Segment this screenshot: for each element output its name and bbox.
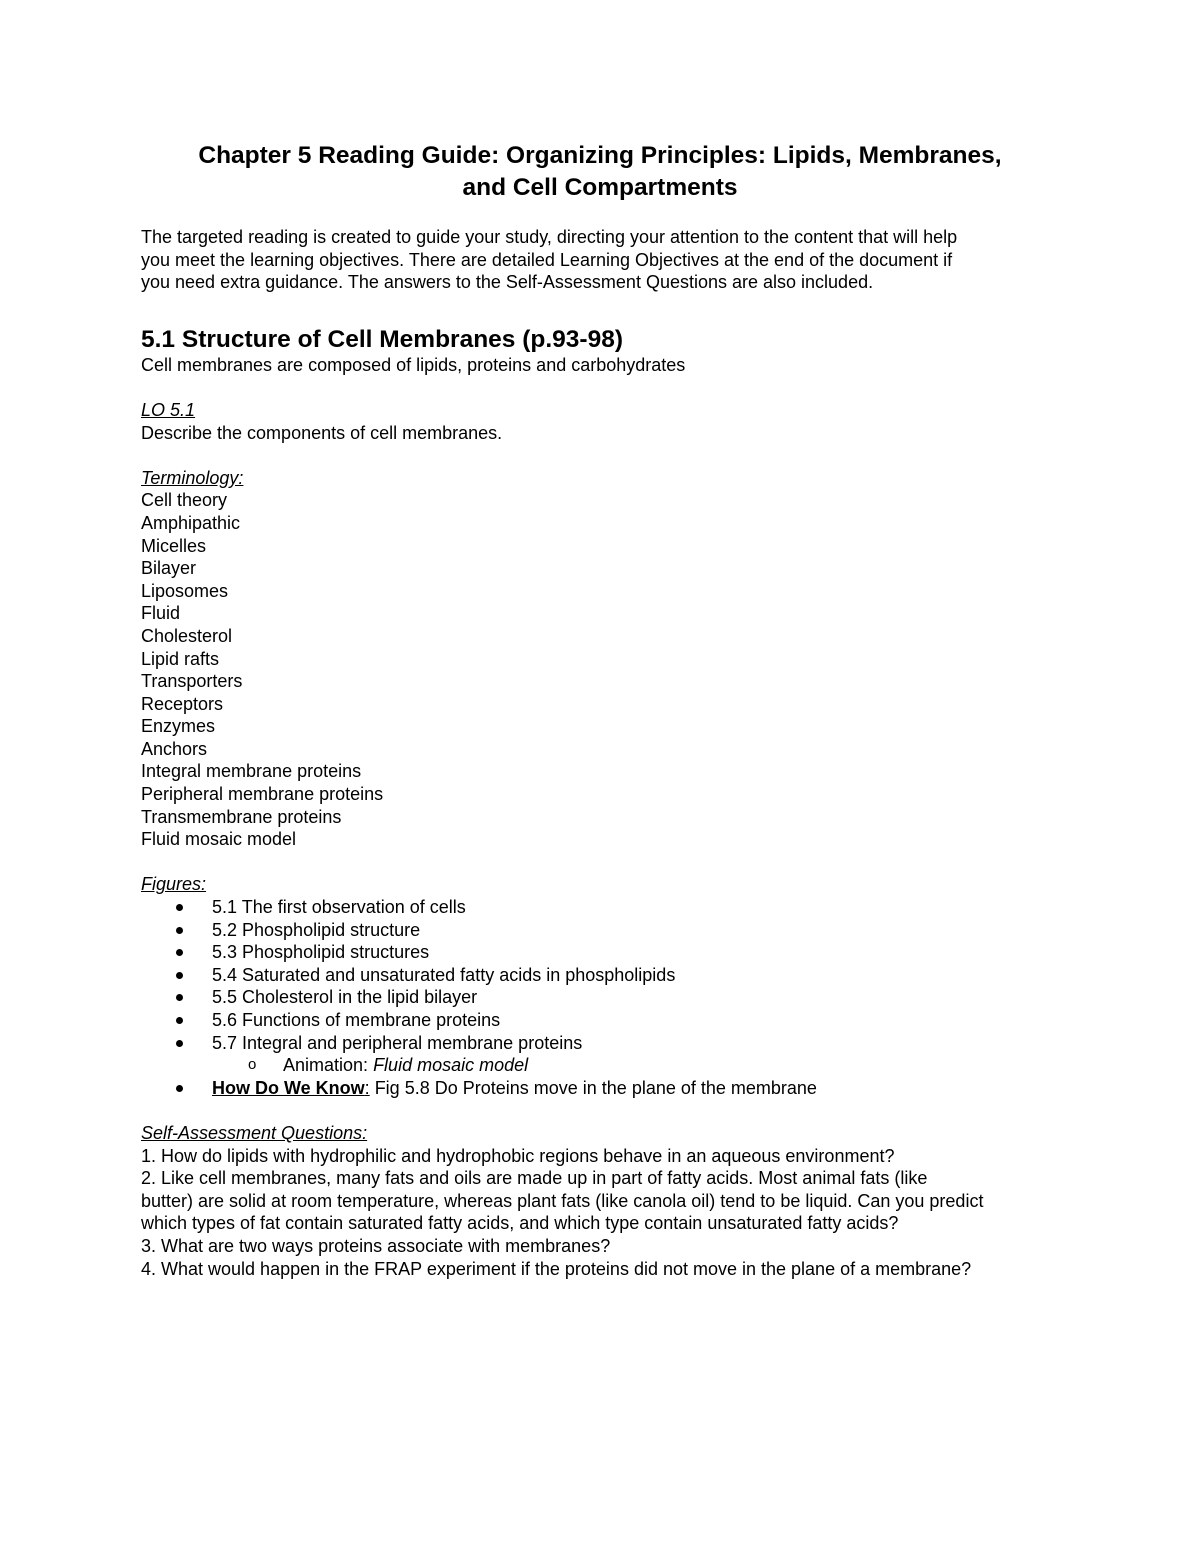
list-item [141,1077,1071,1100]
list-item [141,1032,1071,1077]
intro-line-3: you need extra guidance. The answers to the Self-Assessment Questions are also included. [141,272,874,293]
how-do-we-know-colon: : [364,1077,370,1098]
lo-label: LO 5.1 [141,399,196,420]
list-item [141,1009,1071,1032]
animation-title: Fluid mosaic model [373,1055,529,1076]
animation-prefix: Animation [283,1055,364,1076]
terminology-list [141,489,1071,851]
page-title [141,140,1059,204]
list-item: Cholesterol [141,625,233,646]
list-item [141,986,1071,1009]
question-line: 3. What are two ways proteins associate with membranes? [141,1235,611,1256]
list-item [141,964,1071,987]
bullet-icon [176,904,183,911]
bullet-icon [176,1040,183,1047]
figure-text: 5.5 Cholesterol in the lipid bilayer [212,987,478,1008]
animation-colon: : [363,1055,374,1076]
list-item [141,941,1071,964]
question-line: butter) are solid at room temperature, whereas plant fats (like canola oil) tend to be liquid. Can you predict [141,1190,984,1211]
question-line: 4. What would happen in the FRAP experiment if the proteins did not move in the plane of a membrane? [141,1258,972,1279]
sub-list-item [212,1054,1071,1077]
bullet-icon [176,1085,183,1092]
list-item: Amphipathic [141,512,241,533]
list-item: Transporters [141,671,243,692]
figure-text: 5.4 Saturated and unsaturated fatty acids in phospholipids [212,964,676,985]
question-line: 1. How do lipids with hydrophilic and hydrophobic regions behave in an aqueous environment? [141,1145,895,1166]
intro-paragraph [141,226,1071,294]
list-item: Fluid mosaic model [141,829,297,850]
list-item: Lipid rafts [141,648,220,669]
title-line-2: and Cell Compartments [462,174,738,201]
list-item: Liposomes [141,580,229,601]
list-item: Cell theory [141,490,228,511]
self-assessment-questions [141,1145,1071,1281]
list-item: Anchors [141,738,208,759]
list-item: Fluid [141,603,181,624]
circle-bullet-icon: o [248,1056,257,1074]
list-item: Transmembrane proteins [141,806,342,827]
intro-line-1: The targeted reading is created to guide your study, directing your attention to the content that will help [141,227,958,247]
list-item [141,919,1071,942]
bullet-icon [176,1017,183,1024]
how-do-we-know-text: Fig 5.8 Do Proteins move in the plane of the membrane [369,1077,817,1098]
how-do-we-know-label: How Do We Know [212,1077,365,1098]
figure-text: 5.7 Integral and peripheral membrane proteins [212,1032,583,1053]
bullet-icon [176,927,183,934]
bullet-icon [176,994,183,1001]
figure-text: 5.6 Functions of membrane proteins [212,1010,501,1030]
intro-line-2: you meet the learning objectives. There are detailed Learning Objectives at the end of the document if [141,249,953,270]
self-assessment-label: Self-Assessment Questions: [141,1122,368,1143]
bullet-icon [176,949,183,956]
lo-text: Describe the components of cell membranes. [141,422,503,443]
list-item: Micelles [141,535,207,556]
list-item [141,896,1071,919]
figure-text: 5.1 The first observation of cells [212,897,466,918]
figures-list [141,896,1071,1099]
sub-list [212,1054,1071,1077]
figure-text: 5.3 Phospholipid structures [212,942,430,963]
list-item: Integral membrane proteins [141,761,362,782]
section-heading: 5.1 Structure of Cell Membranes (p.93-98) [141,325,623,353]
list-item: Bilayer [141,558,197,579]
list-item: Peripheral membrane proteins [141,784,384,805]
question-line: which types of fat contain saturated fatty acids, and which type contain unsaturated fatty acids? [141,1213,899,1234]
figures-label: Figures: [141,874,207,895]
list-item: Receptors [141,693,224,714]
question-line: 2. Like cell membranes, many fats and oils are made up in part of fatty acids. Most animal fats (like [141,1168,928,1189]
list-item: Enzymes [141,716,216,737]
document-page [141,140,1071,1280]
section-subtitle: Cell membranes are composed of lipids, proteins and carbohydrates [141,354,686,375]
title-line-1: Chapter 5 Reading Guide: Organizing Principles: Lipids, Membranes, [198,142,1002,169]
bullet-icon [176,972,183,979]
terminology-label: Terminology: [141,467,244,488]
figure-text: 5.2 Phospholipid structure [212,919,421,940]
